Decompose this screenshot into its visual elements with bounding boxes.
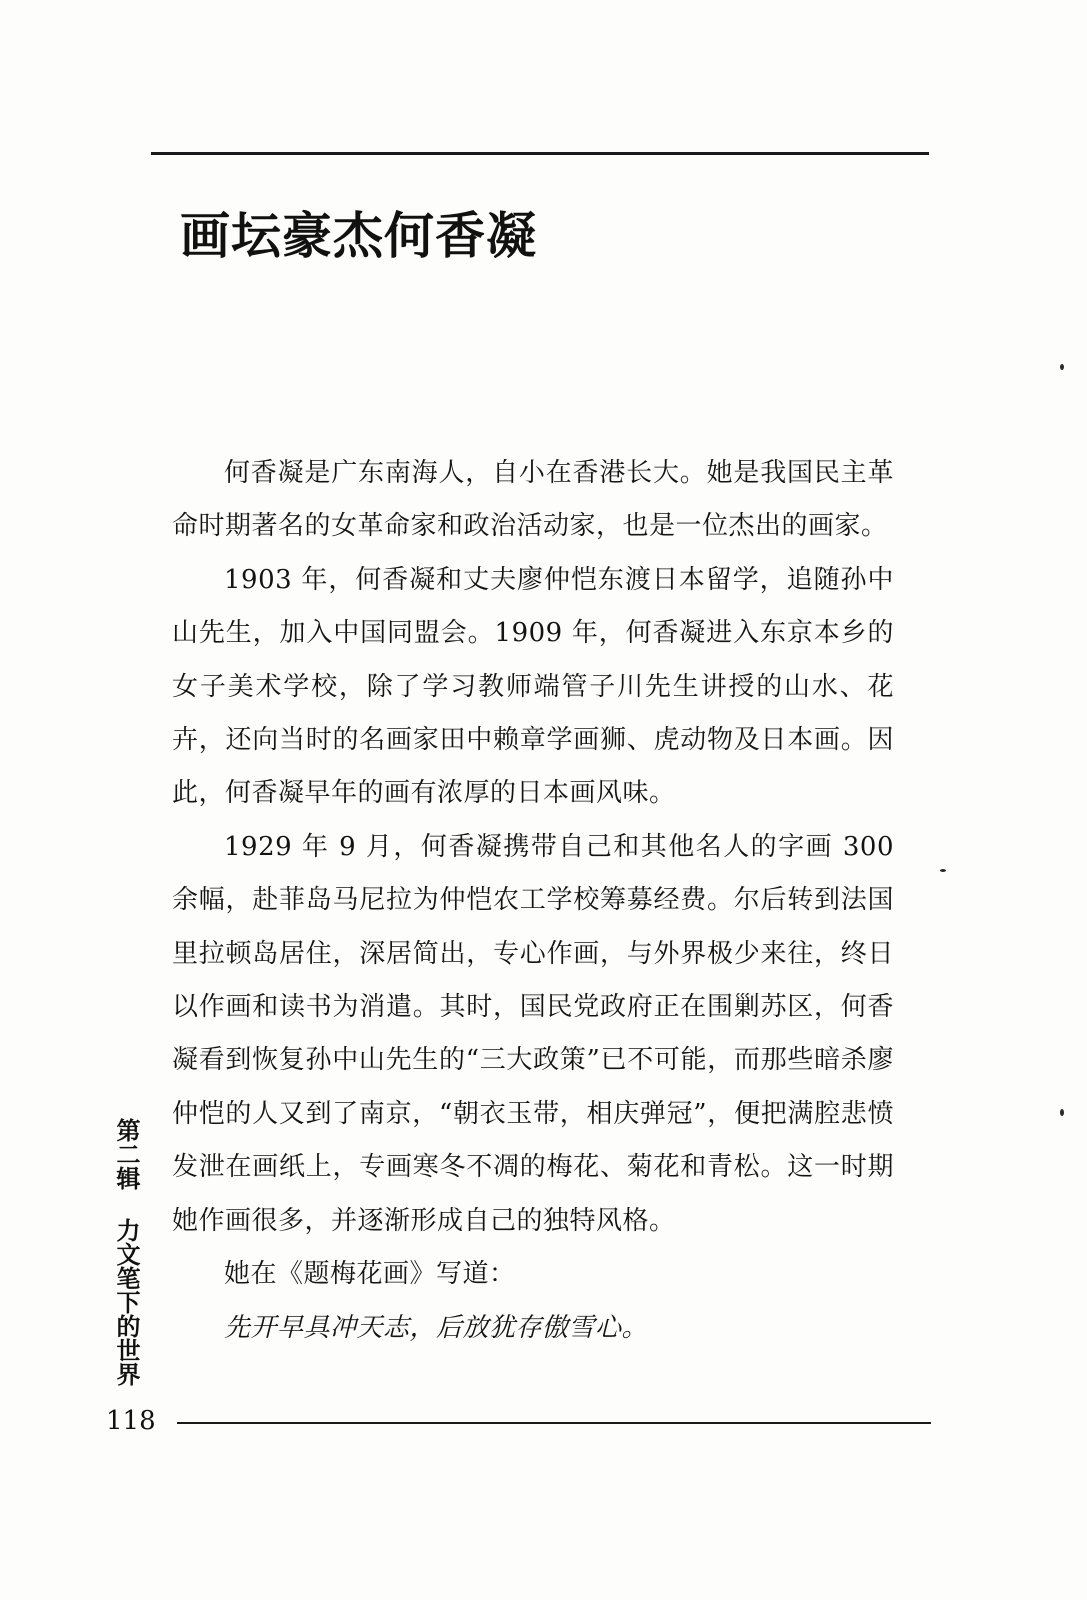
article-body	[172, 447, 894, 1355]
paragraph-3: 1929 年 9 月，何香凝携带自己和其他名人的字画 300 余幅，赴菲岛马尼拉为仲恺农工学校筹募经费。尔后转到法国里拉顿岛居住，深居简出，专心作画，与外界极少来往，终日以作画和读书为消遣。其时，国民党政府正在围剿苏区，何香凝看到恢复孙中山先生的“三大政策”已不可能，而那些暗杀廖仲恺的人又到了南京，“朝衣玉带，相庆弹冠”，便把满腔悲愤发泄在画纸上，专画寒冬不凋的梅花、菊花和青松。这一时期她作画很多，并逐渐形成自己的独特风格。	[172, 831, 894, 1236]
page-number: 118	[106, 1406, 156, 1436]
paragraph-2: 1903 年，何香凝和丈夫廖仲恺东渡日本留学，追随孙中山先生，加入中国同盟会。1909 年，何香凝进入东京本乡的女子美术学校，除了学习教师端管子川先生讲授的山水、花卉，还向当时的名画家田中赖章学画狮、虎动物及日本画。因此，何香凝早年的画有浓厚的日本画风味。	[172, 564, 894, 809]
scan-speck	[1060, 364, 1064, 370]
paragraph-4: 她在《题梅花画》写道：	[224, 1259, 516, 1290]
article-title: 画坛豪杰何香凝	[180, 207, 537, 265]
bottom-rule	[177, 1422, 931, 1424]
paragraph-1: 何香凝是广东南海人，自小在香港长大。她是我国民主革命时期著名的女革命家和政治活动家，也是一位杰出的画家。	[172, 458, 894, 542]
scan-speck	[1060, 1109, 1064, 1116]
section-side-label: 第二辑 力文笔下的世界	[112, 1118, 140, 1386]
poem-line: 先开早具冲天志，后放犹存傲雪心。	[224, 1312, 649, 1343]
scan-speck	[940, 869, 946, 872]
top-rule	[151, 152, 929, 155]
